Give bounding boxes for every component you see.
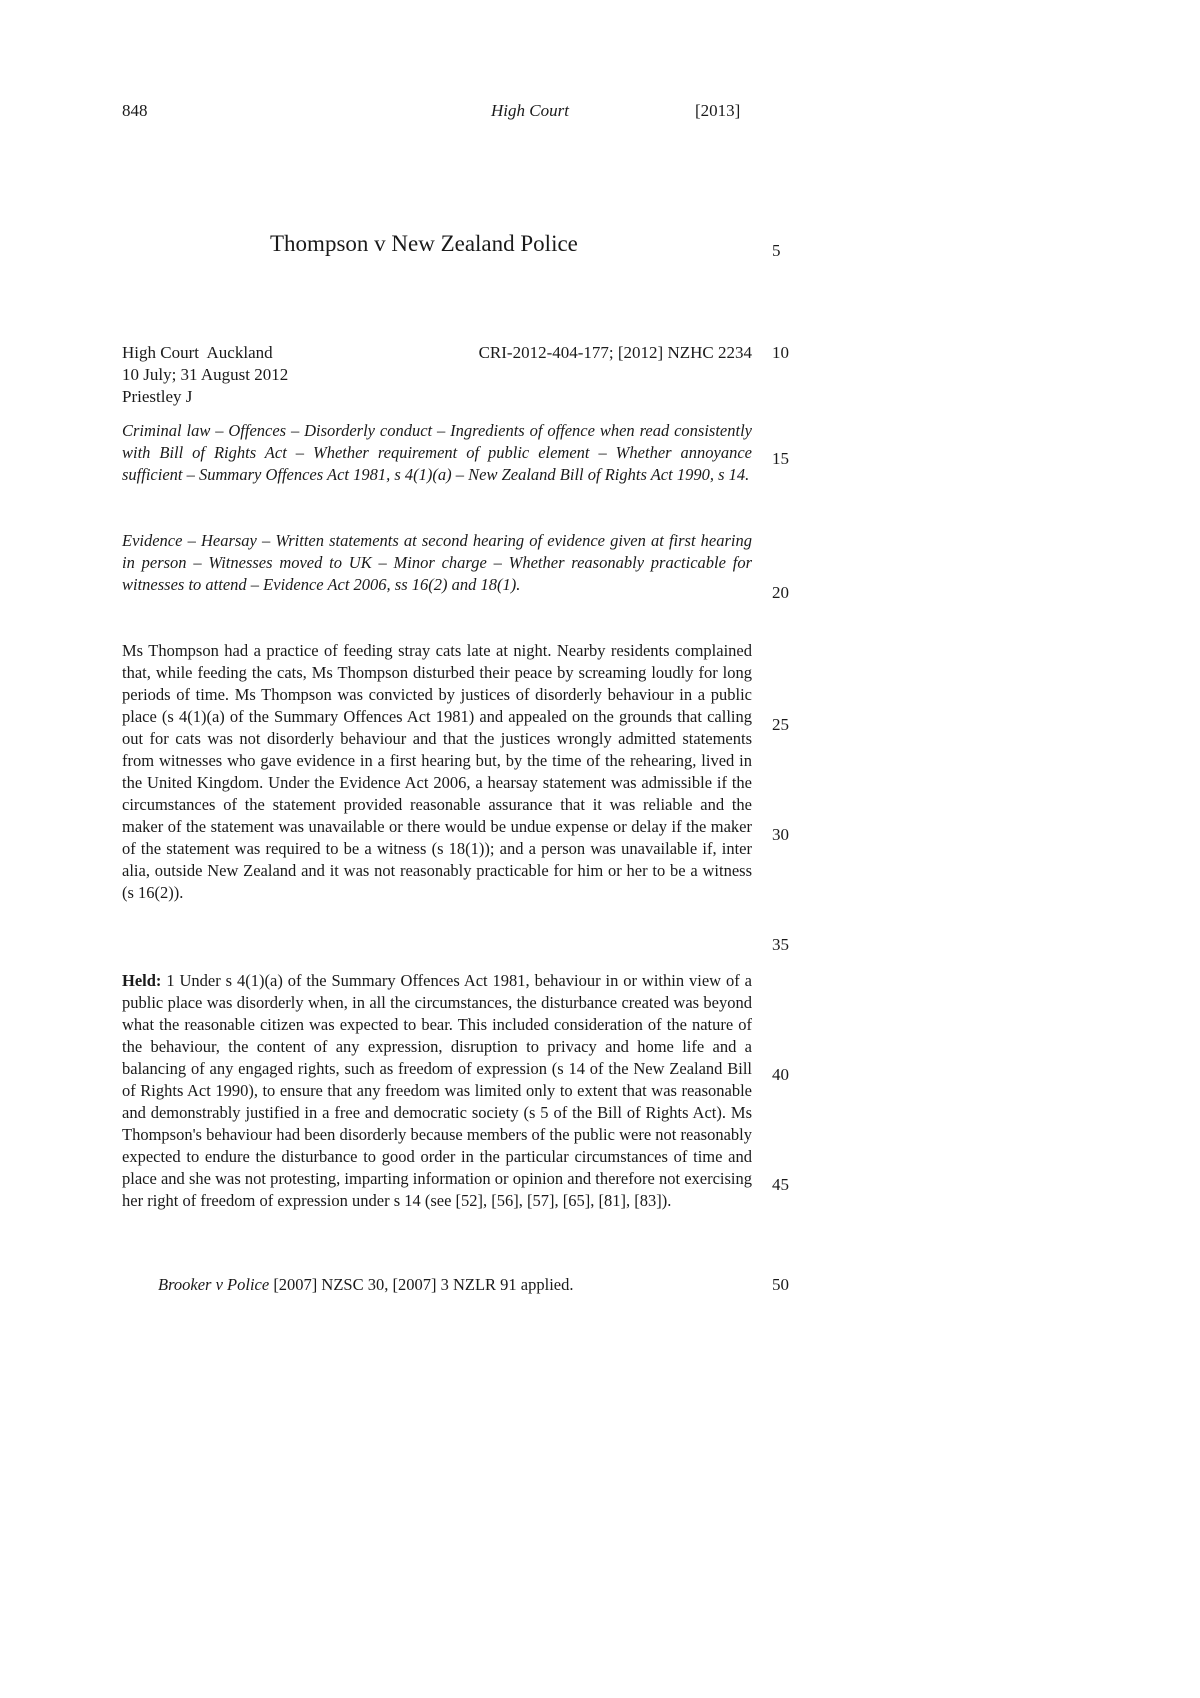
line-number: 40 [772, 1065, 789, 1084]
case-citation [158, 1274, 574, 1296]
held-label: Held: [122, 971, 162, 990]
court-info [122, 342, 288, 408]
line-number: 10 [772, 343, 789, 362]
line-number: 20 [772, 583, 789, 602]
line-number: 5 [772, 241, 781, 260]
judge-name: Priestley J [122, 387, 193, 406]
case-reference: CRI-2012-404-177; [2012] NZHC 2234 [478, 343, 752, 362]
case-title: Thompson v New Zealand Police [270, 231, 578, 256]
line-number: 30 [772, 825, 789, 844]
running-head-year: [2013] [695, 101, 741, 120]
held-text: 1 Under s 4(1)(a) of the Summary Offences Act 1981, behaviour in or within view of a public place was disorderly when, in all the circumstances, the disturbance created was beyond what the reasonable citizen was expected to bear. This included consideration of the nature of the behaviour, the content of any expression, disruption to privacy and home life and a balancing of any engaged rights, such as freedom of expression (s 14 of the New Zealand Bill of Rights Act 1990), to ensure that any freedom was limited only to extent that was reasonable and demonstrably justified in a free and democratic society (s 5 of the Bill of Rights Act). Ms Thompson's behaviour had been disorderly because members of the public were not reasonably expected to endure the disturbance to good order in the particular circumstances of time and place and she was not protesting, imparting information or opinion and therefore not exercising her right of freedom of expression under s 14 (see [52], [56], [57], [65], [81], [83]). [122, 971, 752, 1210]
line-number: 15 [772, 449, 789, 468]
running-head-court: High Court [491, 101, 569, 120]
line-number: 25 [772, 715, 789, 734]
case-summary: Ms Thompson had a practice of feeding stray cats late at night. Nearby residents complained that, while feeding the cats, Ms Thompson disturbed their peace by screaming loudly for long periods of time. Ms Thompson was convicted by justices of disorderly behaviour in a public place (s 4(1)(a) of the Summary Offences Act 1981) and appealed on the grounds that calling out for cats was not disorderly behaviour and that the justices wrongly admitted statements from witnesses who gave evidence in a first hearing but, by the time of the rehearing, lived in the United Kingdom. Under the Evidence Act 2006, a hearsay statement was admissible if the circumstances of the statement provided reasonable assurance that it was reliable and the maker of the statement was unavailable or there would be undue expense or delay if the maker of the statement was required to be a witness (s 18(1)); and a person was unavailable if, inter alia, outside New Zealand and it was not reasonably practicable for him or her to be a witness (s 16(2)). [122, 641, 752, 902]
held-paragraph [122, 970, 752, 1212]
line-number: 45 [772, 1175, 789, 1194]
line-number: 50 [772, 1275, 789, 1294]
court-name: High Court Auckland [122, 343, 273, 362]
line-number: 35 [772, 935, 789, 954]
cited-case-details: [2007] NZSC 30, [2007] 3 NZLR 91 applied. [269, 1275, 574, 1294]
page-number: 848 [122, 101, 148, 120]
cited-case-name: Brooker v Police [158, 1275, 270, 1294]
catchwords-evidence: Evidence – Hearsay – Written statements at second hearing of evidence given at first hearing in person – Witnesses moved to UK – Minor charge – Whether reasonably practicable for witnesses to attend – Evidence Act 2006, ss 16(2) and 18(1). [122, 531, 752, 594]
hearing-dates: 10 July; 31 August 2012 [122, 365, 289, 384]
catchwords-criminal: Criminal law – Offences – Disorderly conduct – Ingredients of offence when read consistently with Bill of Rights Act – Whether requirement of public element – Whether annoyance sufficient – Summary Offences Act 1981, s 4(1)(a) – New Zealand Bill of Rights Act 1990, s 14. [122, 421, 752, 484]
